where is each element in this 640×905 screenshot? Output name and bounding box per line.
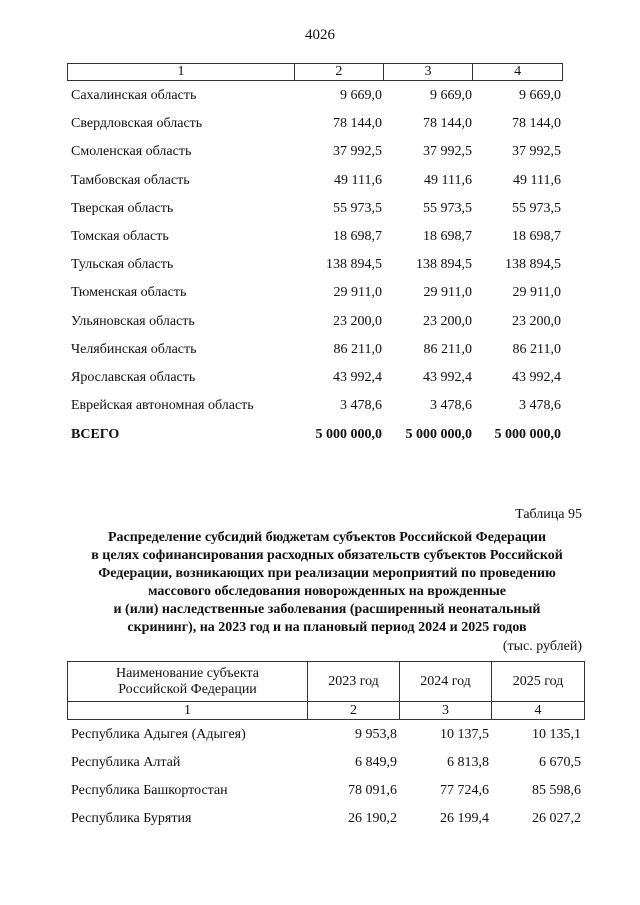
amount-cell: 43 992,4 [423, 370, 472, 385]
region-name: Томская область [71, 229, 169, 244]
amount-cell: 3 478,6 [430, 398, 472, 414]
subject-name: Республика Алтай [71, 755, 181, 770]
title-line: в целях софинансирования расходных обязательств субъектов Российской [91, 548, 563, 563]
amount-cell: 86 211,0 [512, 341, 561, 357]
amount-cell: 6 849,9 [355, 755, 397, 770]
amount-cell: 43 992,4 [512, 370, 561, 385]
table-row [67, 753, 585, 773]
amount-cell: 78 144,0 [333, 116, 382, 132]
amount-cell: 37 992,5 [333, 144, 382, 160]
region-name: Сахалинская область [71, 88, 197, 103]
amount-cell: 37 992,5 [512, 144, 561, 160]
amount-cell: 10 135,1 [532, 727, 581, 742]
amount-cell: 55 973,5 [423, 200, 472, 216]
amount-cell: 3 478,6 [340, 398, 382, 414]
table-number-label: Таблица 95 [515, 507, 582, 522]
amount-cell: 9 669,0 [430, 88, 472, 103]
table-row [67, 283, 563, 303]
total-value: 5 000 000,0 [494, 427, 561, 442]
total-label: ВСЕГО [71, 427, 120, 442]
header-2024: 2024 год [400, 662, 492, 701]
table-row [67, 114, 563, 134]
table-row [67, 781, 585, 801]
amount-cell: 23 200,0 [333, 313, 382, 329]
table95-index-col-1: 1 [68, 702, 308, 719]
amount-cell: 26 027,2 [532, 811, 581, 826]
region-name: Смоленская область [71, 144, 192, 160]
table-row [67, 199, 563, 219]
table95-index-col-3: 3 [400, 702, 492, 719]
amount-cell: 29 911,0 [512, 285, 561, 301]
amount-cell: 43 992,4 [333, 370, 382, 385]
table95-index-col-2: 2 [308, 702, 400, 719]
region-name: Ульяновская область [71, 313, 195, 329]
table-row [67, 312, 563, 332]
amount-cell: 85 598,6 [532, 783, 581, 798]
title-line: скрининг), на 2023 год и на плановый период 2024 и 2025 годов [127, 620, 527, 635]
subject-name: Республика Адыгея (Адыгея) [71, 727, 246, 742]
amount-cell: 49 111,6 [424, 172, 472, 188]
amount-cell: 23 200,0 [423, 313, 472, 329]
table-row [67, 171, 563, 191]
region-name: Тамбовская область [71, 172, 190, 188]
amount-cell: 78 091,6 [348, 783, 397, 798]
region-name: Еврейская автономная область [71, 398, 254, 414]
amount-cell: 138 894,5 [505, 257, 561, 273]
region-name: Челябинская область [71, 341, 197, 357]
amount-cell: 55 973,5 [333, 200, 382, 216]
region-name: Свердловская область [71, 116, 203, 132]
amount-cell: 26 199,4 [440, 811, 489, 826]
table95-index-col-4: 4 [534, 702, 542, 718]
amount-cell: 6 813,8 [447, 755, 489, 770]
header-subject-name: Наименование субъекта Российской Федерации [68, 662, 308, 701]
table1-index-col-1: 1 [68, 64, 295, 80]
amount-cell: 49 111,6 [334, 172, 382, 188]
amount-cell: 37 992,5 [423, 144, 472, 160]
amount-cell: 138 894,5 [326, 257, 382, 273]
table-row [67, 255, 563, 275]
table1-index-col-2: 2 [295, 64, 384, 80]
region-name: Тульская область [71, 257, 174, 273]
table1-total-row [67, 425, 563, 445]
amount-cell: 78 144,0 [423, 116, 472, 132]
subject-name: Республика Бурятия [71, 811, 192, 826]
table1-index-header [67, 63, 563, 81]
table-row [67, 396, 563, 416]
table-title [62, 529, 592, 637]
title-line: массового обследования новорожденных на врожденные [147, 584, 506, 599]
amount-cell: 29 911,0 [333, 285, 382, 301]
amount-cell: 77 724,6 [440, 783, 489, 798]
amount-cell: 18 698,7 [423, 229, 472, 244]
subject-name: Республика Башкортостан [71, 783, 228, 798]
amount-cell: 78 144,0 [512, 116, 561, 132]
title-line: и (или) наследственные заболевания (расширенный неонатальный [113, 602, 541, 617]
amount-cell: 138 894,5 [416, 257, 472, 273]
table95-header [67, 661, 585, 720]
amount-cell: 9 669,0 [519, 88, 561, 103]
table-row [67, 86, 563, 106]
units-label: (тыс. рублей) [502, 639, 582, 654]
header-2023: 2023 год [308, 662, 400, 701]
table-row [67, 368, 563, 388]
table-row [67, 142, 563, 162]
amount-cell: 6 670,5 [539, 755, 581, 770]
amount-cell: 49 111,6 [513, 172, 561, 188]
amount-cell: 10 137,5 [440, 727, 489, 742]
region-name: Тверская область [71, 200, 174, 216]
amount-cell: 9 669,0 [340, 88, 382, 103]
table-row [67, 340, 563, 360]
amount-cell: 29 911,0 [423, 285, 472, 301]
amount-cell: 26 190,2 [348, 811, 397, 826]
amount-cell: 3 478,6 [519, 398, 561, 414]
page-number: 4026 [305, 27, 335, 43]
header-2025: 2025 год [512, 673, 564, 689]
amount-cell: 18 698,7 [512, 229, 561, 244]
amount-cell: 23 200,0 [512, 313, 561, 329]
region-name: Тюменская область [71, 285, 187, 301]
amount-cell: 86 211,0 [333, 341, 382, 357]
total-value: 5 000 000,0 [315, 427, 382, 442]
table1-index-col-4: 4 [514, 64, 522, 79]
region-name: Ярославская область [71, 370, 196, 385]
table-row [67, 725, 585, 745]
total-value: 5 000 000,0 [405, 427, 472, 442]
table-row [67, 809, 585, 829]
amount-cell: 9 953,8 [355, 727, 397, 742]
amount-cell: 86 211,0 [423, 341, 472, 357]
table1-index-col-3: 3 [384, 64, 474, 80]
table-row [67, 227, 563, 247]
title-line: Федерации, возникающих при реализации мероприятий по проведению [98, 566, 556, 581]
title-line: Распределение субсидий бюджетам субъектов Российской Федерации [107, 530, 547, 545]
amount-cell: 18 698,7 [333, 229, 382, 244]
amount-cell: 55 973,5 [512, 200, 561, 216]
